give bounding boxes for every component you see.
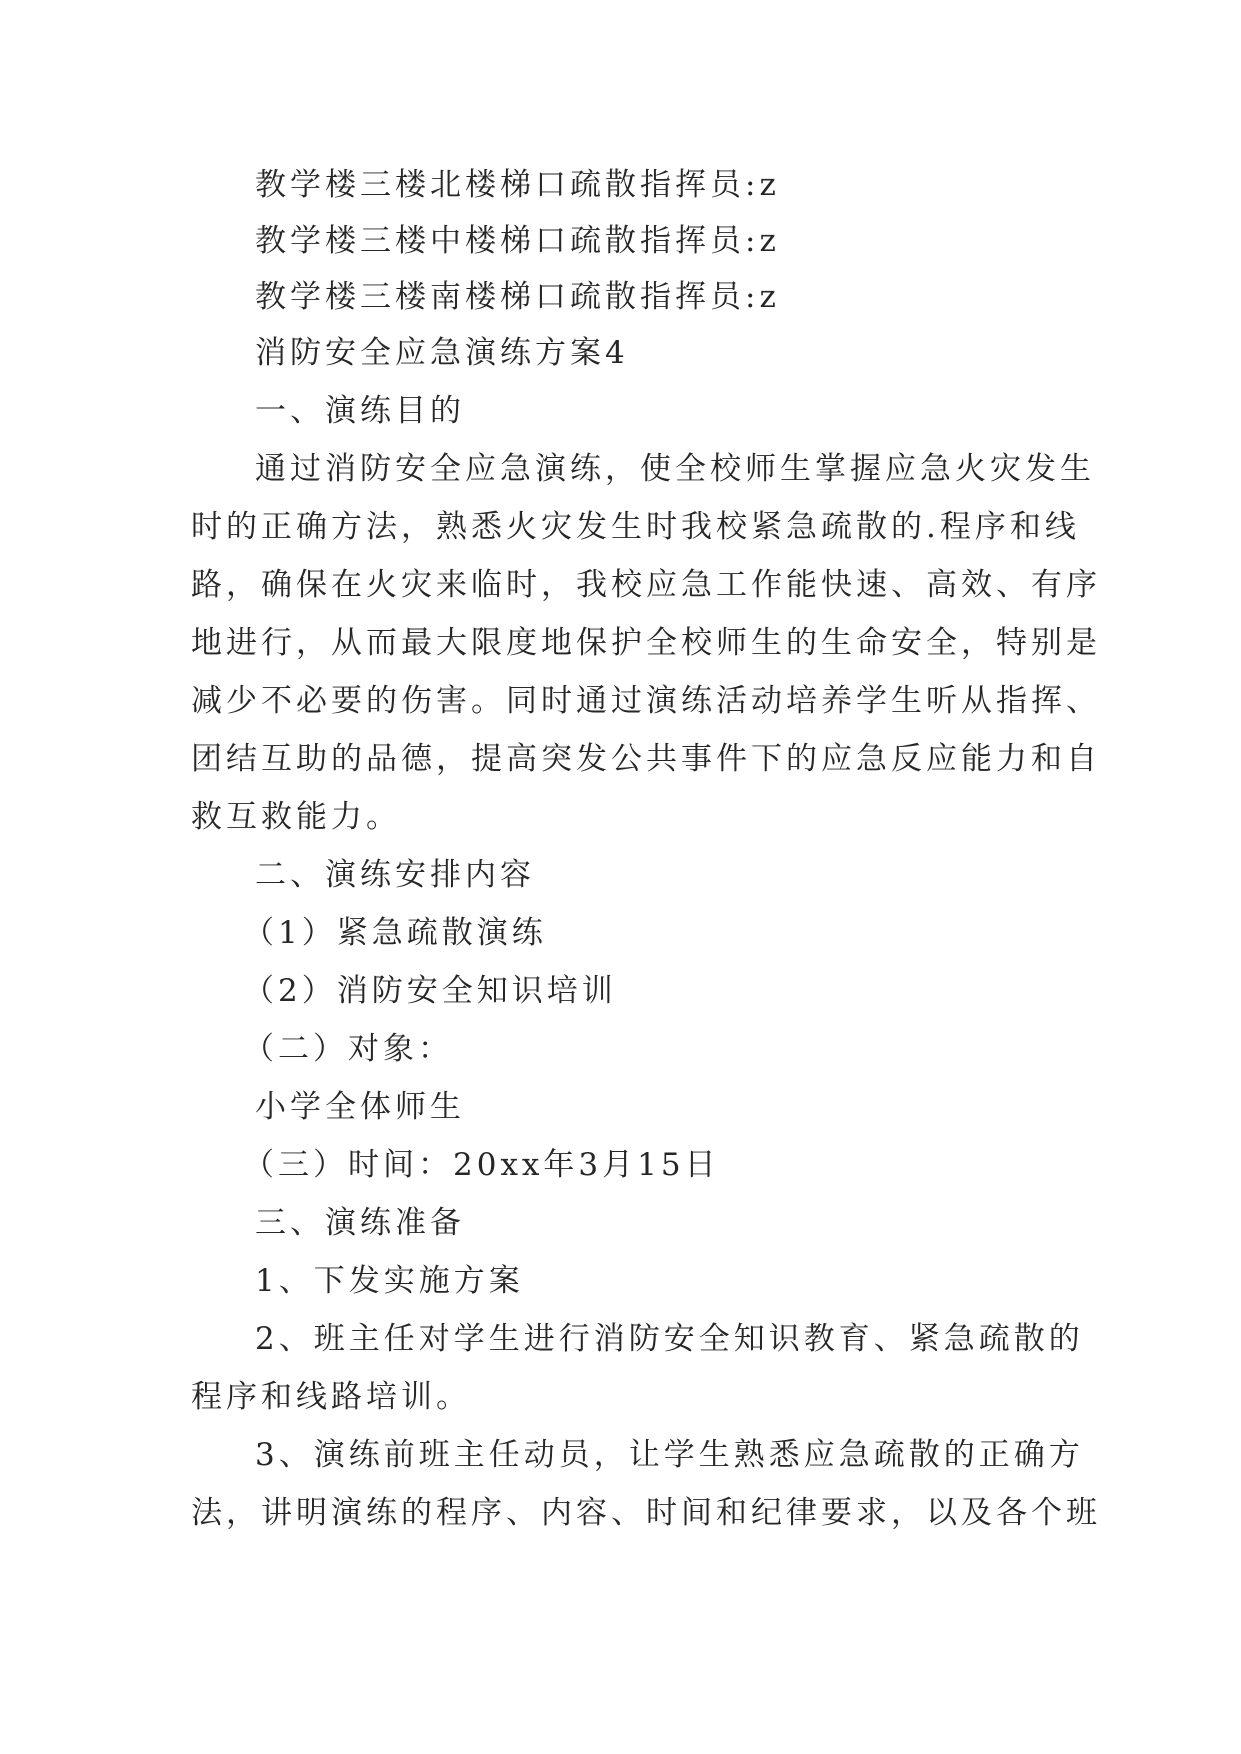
heading: 一、演练目的 (255, 393, 465, 429)
paragraph-line: 地进行，从而最大限度地保护全校师生的生命安全，特别是 (191, 625, 1101, 661)
sub-heading: （二）对象： (243, 1031, 453, 1067)
paragraph-line: 路，确保在火灾来临时，我校应急工作能快速、高效、有序 (191, 567, 1101, 603)
text-line: 教学楼三楼中楼梯口疏散指挥员:z (255, 223, 780, 259)
heading: 二、演练安排内容 (255, 857, 535, 893)
heading: 三、演练准备 (255, 1205, 465, 1241)
text-line: 教学楼三楼南楼梯口疏散指挥员:z (255, 279, 780, 315)
paragraph-line: 2、班主任对学生进行消防安全知识教育、紧急疏散的 (255, 1321, 1084, 1357)
list-item: （2）消防安全知识培训 (243, 973, 617, 1009)
list-item: （1）紧急疏散演练 (243, 915, 547, 951)
paragraph-line: 救互救能力。 (191, 799, 401, 835)
text-line: 教学楼三楼北楼梯口疏散指挥员:z (255, 167, 780, 203)
paragraph-line: 程序和线路培训。 (191, 1379, 471, 1415)
paragraph-line: 团结互助的品德，提高突发公共事件下的应急反应能力和自 (191, 741, 1101, 777)
paragraph-line: 3、演练前班主任动员，让学生熟悉应急疏散的正确方 (255, 1437, 1084, 1473)
paragraph-line: 时的正确方法，熟悉火灾发生时我校紧急疏散的.程序和线 (191, 509, 1080, 545)
paragraph-line: 法，讲明演练的程序、内容、时间和纪律要求，以及各个班 (191, 1495, 1101, 1531)
section-title: 消防安全应急演练方案4 (255, 335, 629, 371)
list-item: 1、下发实施方案 (255, 1263, 524, 1299)
sub-heading: （三）时间：20xx年3月15日 (243, 1147, 720, 1183)
paragraph-line: 减少不必要的伤害。同时通过演练活动培养学生听从指挥、 (191, 683, 1101, 719)
paragraph-line: 通过消防安全应急演练，使全校师生掌握应急火灾发生 (255, 451, 1095, 487)
text-line: 小学全体师生 (255, 1089, 465, 1125)
